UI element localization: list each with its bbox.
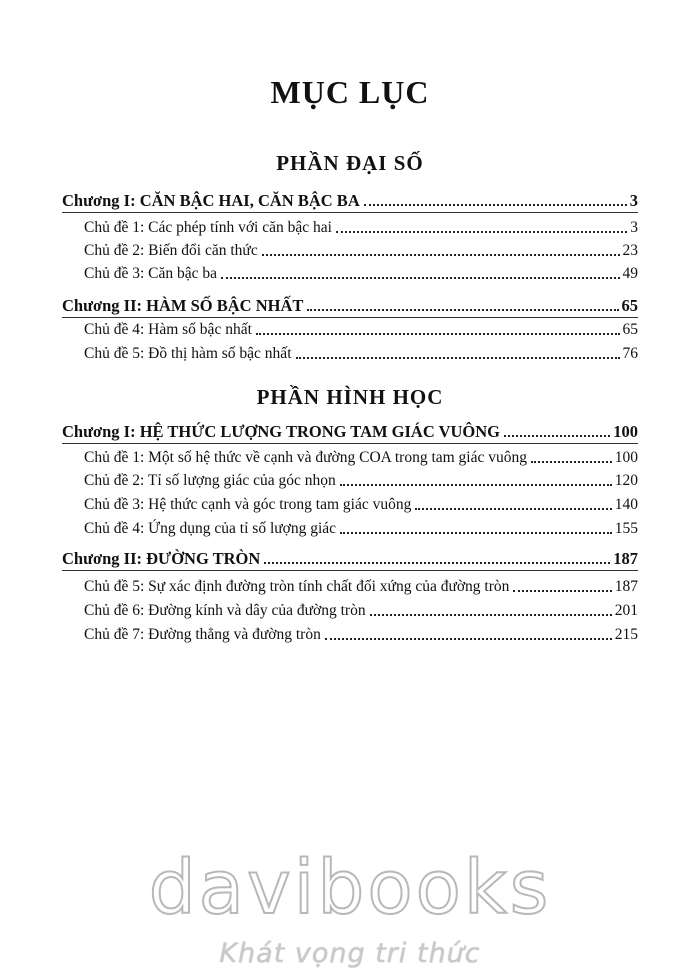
dot-leader (262, 254, 620, 256)
part-title-algebra: PHẦN ĐẠI SỐ (276, 151, 424, 175)
topic-page-number: 49 (622, 265, 638, 282)
toc-topic[interactable] (84, 624, 638, 646)
topic-page-number: 120 (614, 472, 638, 489)
chapter-underline (62, 317, 638, 318)
dot-leader (513, 590, 611, 592)
dot-leader (336, 231, 627, 233)
dot-leader (370, 614, 612, 616)
chapter-label: Chương I: HỆ THỨC LƯỢNG TRONG TAM GIÁC VUÔNG (62, 422, 501, 441)
topic-label: Chủ đề 1: Một số hệ thức về cạnh và đường COA trong tam giác vuông (84, 449, 527, 466)
chapter-underline (62, 443, 638, 444)
dot-leader (415, 508, 611, 510)
dot-leader (264, 562, 610, 564)
chapter-label: Chương II: HÀM SỐ BẬC NHẤT (62, 296, 304, 315)
dot-leader (296, 357, 620, 359)
toc-topic[interactable] (84, 494, 638, 516)
dot-leader (364, 204, 627, 206)
topic-label: Chủ đề 2: Biến đổi căn thức (84, 242, 258, 259)
watermark-brand: davibooks (148, 845, 552, 931)
topic-label: Chủ đề 3: Hệ thức cạnh và góc trong tam giác vuông (84, 496, 412, 513)
chapter-page-number: 3 (629, 191, 638, 210)
dot-leader (504, 435, 610, 437)
watermark-slogan: Khát vọng tri thức (219, 938, 481, 969)
dot-leader (256, 333, 620, 335)
chapter-page-number: 100 (613, 422, 638, 441)
toc-topic[interactable] (84, 217, 638, 239)
dot-leader (340, 532, 612, 534)
topic-label: Chủ đề 4: Hàm số bậc nhất (84, 321, 252, 338)
topic-label: Chủ đề 7: Đường thẳng và đường tròn (84, 626, 321, 643)
topic-label: Chủ đề 2: Tỉ số lượng giác của góc nhọn (84, 472, 336, 489)
topic-label: Chủ đề 5: Sự xác định đường tròn tính chất đối xứng của đường tròn (84, 578, 510, 595)
topic-page-number: 140 (614, 496, 638, 513)
topic-page-number: 187 (614, 578, 638, 595)
chapter-underline (62, 570, 638, 571)
topic-label: Chủ đề 6: Đường kính và dây của đường tròn (84, 602, 366, 619)
topic-page-number: 23 (622, 242, 638, 259)
topic-page-number: 201 (614, 602, 638, 619)
toc-chapter-geometry-1[interactable] (62, 421, 638, 443)
toc-topic[interactable] (84, 576, 638, 598)
toc-topic[interactable] (84, 470, 638, 492)
dot-leader (221, 277, 619, 279)
toc-topic[interactable] (84, 263, 638, 285)
topic-page-number: 3 (630, 219, 638, 236)
toc-topic[interactable] (84, 240, 638, 262)
toc-chapter-algebra-2[interactable] (62, 295, 638, 317)
topic-page-number: 76 (622, 345, 638, 362)
topic-page-number: 215 (614, 626, 638, 643)
dot-leader (307, 309, 618, 311)
part-title-geometry: PHẦN HÌNH HỌC (256, 385, 444, 409)
topic-label: Chủ đề 4: Ứng dụng của tỉ số lượng giác (84, 520, 337, 537)
chapter-underline (62, 212, 638, 213)
topic-page-number: 100 (614, 449, 638, 466)
dot-leader (531, 461, 612, 463)
toc-topic[interactable] (84, 518, 638, 540)
toc-chapter-algebra-1[interactable] (62, 190, 638, 212)
toc-chapter-geometry-2[interactable] (62, 548, 638, 570)
chapter-page-number: 65 (621, 296, 638, 315)
chapter-label: Chương II: ĐƯỜNG TRÒN (62, 549, 261, 568)
chapter-label: Chương I: CĂN BẬC HAI, CĂN BẬC BA (62, 191, 360, 210)
topic-label: Chủ đề 3: Căn bậc ba (84, 265, 218, 282)
toc-topic[interactable] (84, 600, 638, 622)
topic-label: Chủ đề 1: Các phép tính với căn bậc hai (84, 219, 332, 236)
dot-leader (325, 638, 612, 640)
page-title: MỤC LỤC (270, 74, 430, 110)
topic-label: Chủ đề 5: Đồ thị hàm số bậc nhất (84, 345, 292, 362)
chapter-page-number: 187 (613, 549, 638, 568)
toc-topic[interactable] (84, 447, 638, 469)
toc-topic[interactable] (84, 343, 638, 365)
dot-leader (340, 484, 612, 486)
topic-page-number: 155 (614, 520, 638, 537)
toc-topic[interactable] (84, 319, 638, 341)
topic-page-number: 65 (622, 321, 638, 338)
